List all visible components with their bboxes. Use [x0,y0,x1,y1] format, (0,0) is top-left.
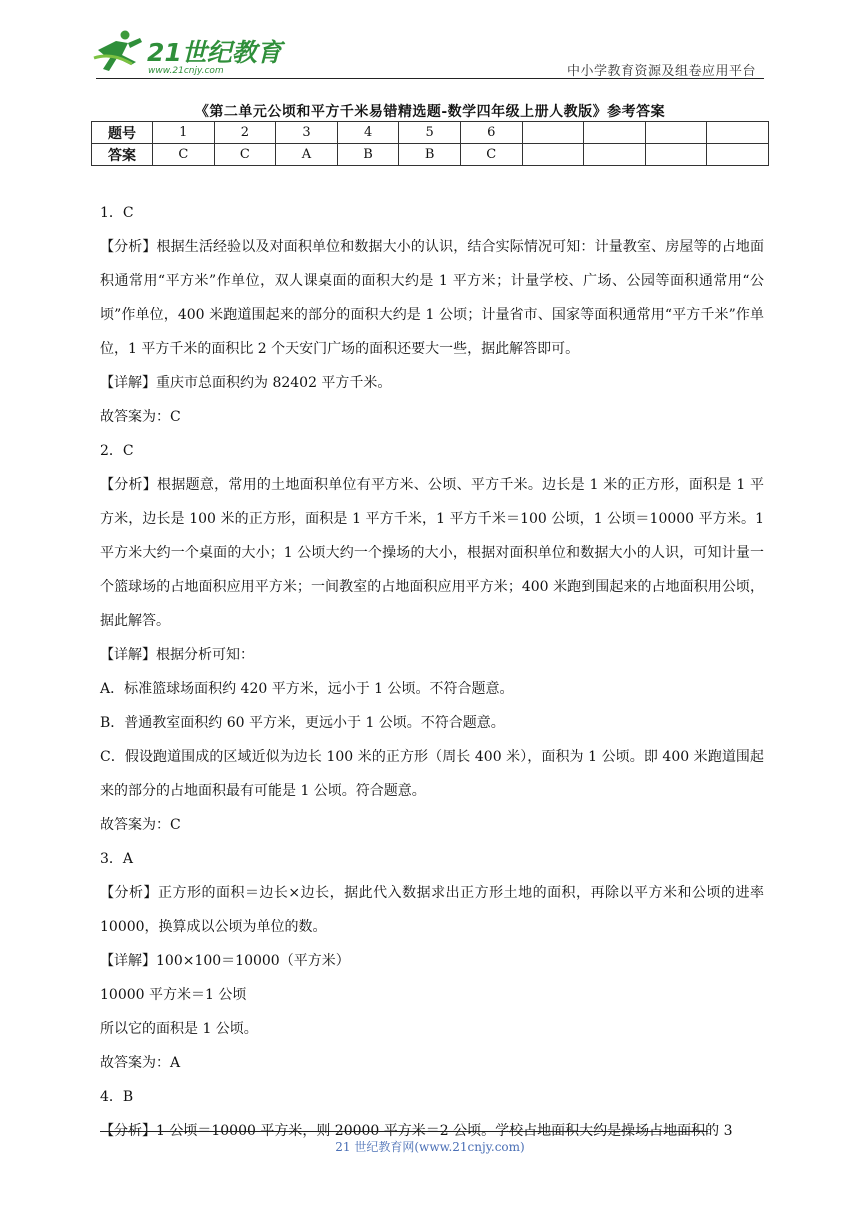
page-header [0,0,860,90]
paragraph: 【分析】正方形的面积＝边长×边长，据此代入数据求出正方形土地的面积，再除以平方米和公顷的进率 10000，换算成以公顷为单位的数。 [100,885,764,935]
svg-text:www.21cnjy.com: www.21cnjy.com [148,66,224,76]
table-cell: C [214,144,276,166]
paragraph: 10000 平方米＝1 公顷 [100,987,247,1003]
paragraph: 【详解】根据分析可知： [100,647,254,663]
paragraph: 1．C [100,205,134,221]
answer-explanations [100,196,764,1148]
table-cell [522,144,584,166]
answer-row [92,144,769,166]
table-cell [645,122,707,144]
table-cell: 5 [399,122,461,144]
table-cell [522,122,584,144]
table-cell [584,144,646,166]
paragraph: 【分析】根据生活经验以及对面积单位和数据大小的认识，结合实际情况可知：计量教室、房屋等的占地面积通常用“平方米”作单位，双人课桌面的面积大约是 1 平方米；计量学校、广场、公园等面积通常用“公顷”作单位，400 米跑道围起来的部分的面积大约是 1 公顷；计量省市、国家等面积通常用“平方千米”作单位，1 平方千米的面积比 2 个天安门广场的面积还要大一些，据此解答即可。 [100,239,764,357]
paragraph: 3．A [100,851,134,867]
header-divider [96,78,764,79]
paragraph: C．假设跑道围成的区域近似为边长 100 米的正方形（周长 400 米），面积为 1 公顷。即 400 米跑道围起来的部分的占地面积最有可能是 1 公顷。符合题意。 [100,749,764,799]
paragraph: 故答案为：C [100,409,181,425]
document-title: 《第二单元公顷和平方千米易错精选题-数学四年级上册人教版》参考答案 [194,104,666,120]
paragraph: 2．C [100,443,134,459]
row-label-answer: 答案 [92,144,153,166]
table-cell: 4 [337,122,399,144]
paragraph: 【详解】重庆市总面积约为 82402 平方千米。 [100,375,392,391]
table-cell [707,144,769,166]
table-cell: C [460,144,522,166]
table-cell: A [276,144,338,166]
logo-21cnjy [92,28,282,78]
paragraph: B．普通教室面积约 60 平方米，更远小于 1 公顷。不符合题意。 [100,715,505,731]
page-footer: 21 世纪教育网(www.21cnjy.com) [335,1140,525,1154]
paragraph: 4．B [100,1089,134,1105]
table-cell: 3 [276,122,338,144]
table-cell: B [399,144,461,166]
answer-table [91,121,769,166]
row-label-number: 题号 [92,122,153,144]
table-cell [645,144,707,166]
table-cell: 2 [214,122,276,144]
table-cell [707,122,769,144]
paragraph: 【分析】根据题意，常用的土地面积单位有平方米、公顷、平方千米。边长是 1 米的正方形，面积是 1 平方米，边长是 100 米的正方形，面积是 1 平方千米，1 平方千米＝100 公顷，1 公顷＝10000 平方米。1 平方米大约一个桌面的大小；1 公顷大约一个操场的大小，根据对面积单位和数据大小的人识，可知计量一个篮球场的占地面积应用平方米；一间教室的占地面积应用平方米；400 米跑到围起来的占地面积用公顷，据此解答。 [100,477,764,629]
question-number-row [92,122,769,144]
paragraph: 【详解】100×100＝10000（平方米） [100,953,350,969]
platform-name: 中小学教育资源及组卷应用平台 [566,64,756,79]
table-cell: B [337,144,399,166]
table-cell: 1 [153,122,215,144]
paragraph: A．标准篮球场面积约 420 平方米，远小于 1 公顷。不符合题意。 [100,681,514,697]
table-cell: 6 [460,122,522,144]
paragraph: 所以它的面积是 1 公顷。 [100,1021,258,1037]
footer-divider [100,1131,708,1132]
table-cell [584,122,646,144]
table-cell: C [153,144,215,166]
paragraph: 故答案为：C [100,817,181,833]
paragraph: 【分析】1 公顷＝10000 平方米，则 20000 平方米＝2 公顷。学校占地面积大约是操场占地面积的 3 [100,1123,733,1139]
svg-text:21世纪教育: 21世纪教育 [147,38,282,67]
paragraph: 故答案为：A [100,1055,181,1071]
